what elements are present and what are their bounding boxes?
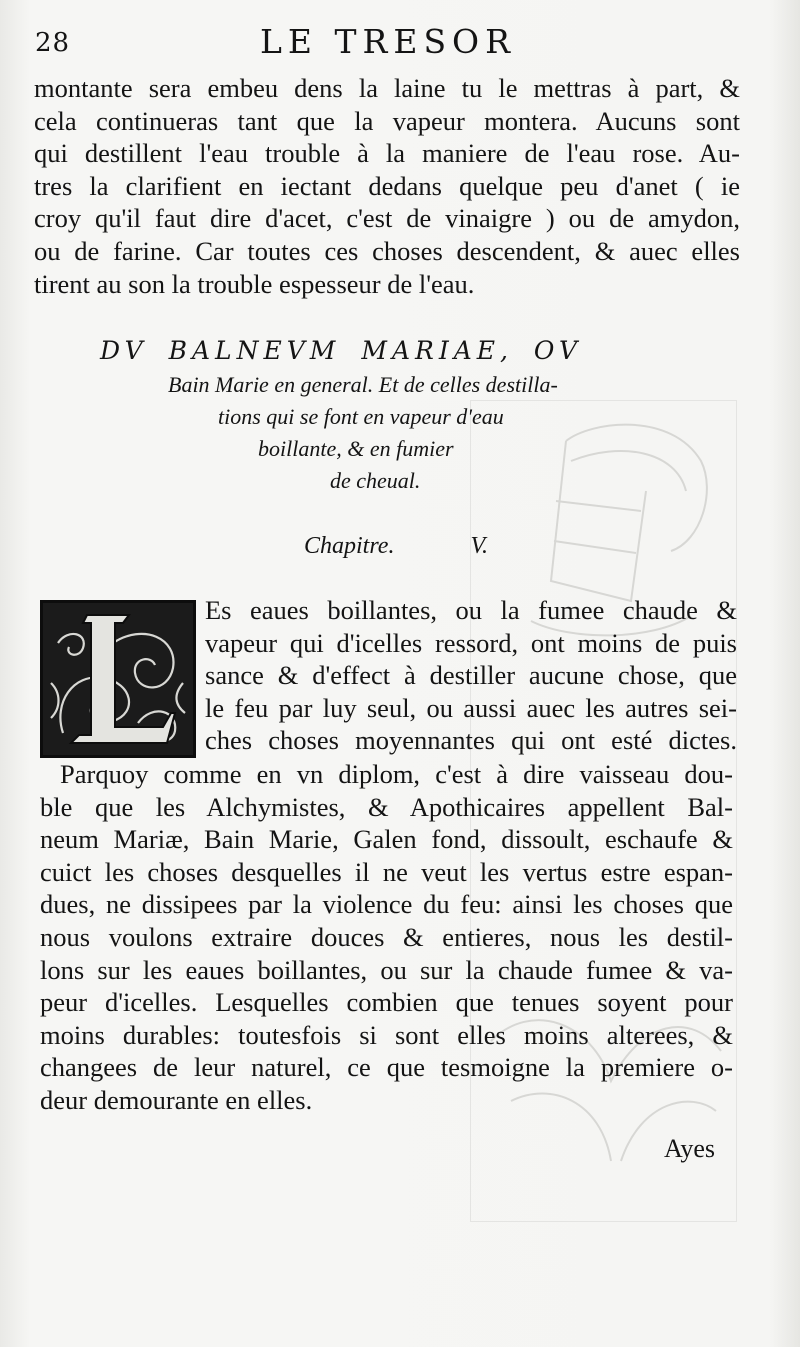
catchword: Ayes [664, 1134, 716, 1163]
paragraph-3 [40, 758, 733, 1117]
text-line: deur demourante en elles. [40, 1084, 313, 1115]
floral-ornament-icon [43, 603, 193, 755]
text-line: Es eaues boillantes, ou la fumee chaude & [205, 595, 737, 625]
text-line: neum Mariæ, Bain Marie, Galen fond, dissoult, eschaufe & [40, 824, 733, 855]
paragraph-1 [34, 72, 740, 300]
text-line: moins durables: toutesfois si sont elles moins alterees, & [40, 1019, 733, 1050]
text-line: ble que les Alchymistes, & Apothicaires appellent Bal- [40, 791, 733, 822]
text-line: Parquoy comme en vn diplom, c'est à dire vaisseau dou- [60, 759, 733, 789]
text-line: peur d'icelles. Lesquelles combien que tenues soyent pour [40, 987, 733, 1018]
paragraph-2 [205, 594, 737, 757]
page-number: 28 [35, 28, 71, 58]
text-line: croy qu'il faut dire d'acet, c'est de vinaigre ) ou de amydon, [34, 203, 740, 234]
decorated-initial [40, 600, 196, 758]
text-line: lons sur les eaues boillantes, ou sur la chaude fumee & va- [40, 954, 733, 985]
section-subheading-line: tions qui se font en vapeur d'eau [218, 404, 504, 429]
text-line: tres la clarifient en iectant dedans quelque peu d'anet ( ie [34, 170, 740, 201]
text-line: tirent au son la trouble espesseur de l'eau. [34, 268, 475, 299]
text-line: vapeur qui d'icelles ressord, ont moins de puis [205, 627, 737, 658]
text-line: cuict les choses desquelles il ne veut les vertus estre espan- [40, 856, 733, 887]
text-line: montante sera embeu dens la laine tu le mettras à part, & [34, 73, 740, 103]
text-line: cela continueras tant que la vapeur montera. Aucuns sont [34, 105, 740, 136]
text-line: qui destillent l'eau trouble à la maniere de l'eau rose. Au- [34, 138, 740, 169]
running-title: LE TRESOR [260, 22, 516, 61]
text-line: dues, ne dissipees par la violence du feu: ainsi les choses que [40, 889, 733, 920]
running-head [30, 22, 770, 62]
section-subheading-line: de cheual. [330, 468, 421, 493]
chapter-label: Chapitre. V. [304, 533, 489, 559]
text-line: ches choses moyennantes qui ont esté dictes. [205, 725, 737, 756]
text-line: changees de leur naturel, ce que tesmoigne la premiere o- [40, 1052, 733, 1083]
text-line: nous voulons extraire douces & entieres, nous les destil- [40, 921, 733, 952]
section-heading: DV BALNEVM MARIAE, OV [100, 336, 583, 365]
section-subheading-line: Bain Marie en general. Et de celles destilla- [168, 372, 558, 397]
text-line: sance & d'effect à destiller aucune chose, que [205, 660, 737, 691]
section-subheading-line: boillante, & en fumier [258, 436, 454, 461]
text-line: ou de farine. Car toutes ces choses descendent, & auec elles [34, 235, 740, 266]
text-line: le feu par luy seul, ou aussi auec les autres sei- [205, 692, 737, 723]
